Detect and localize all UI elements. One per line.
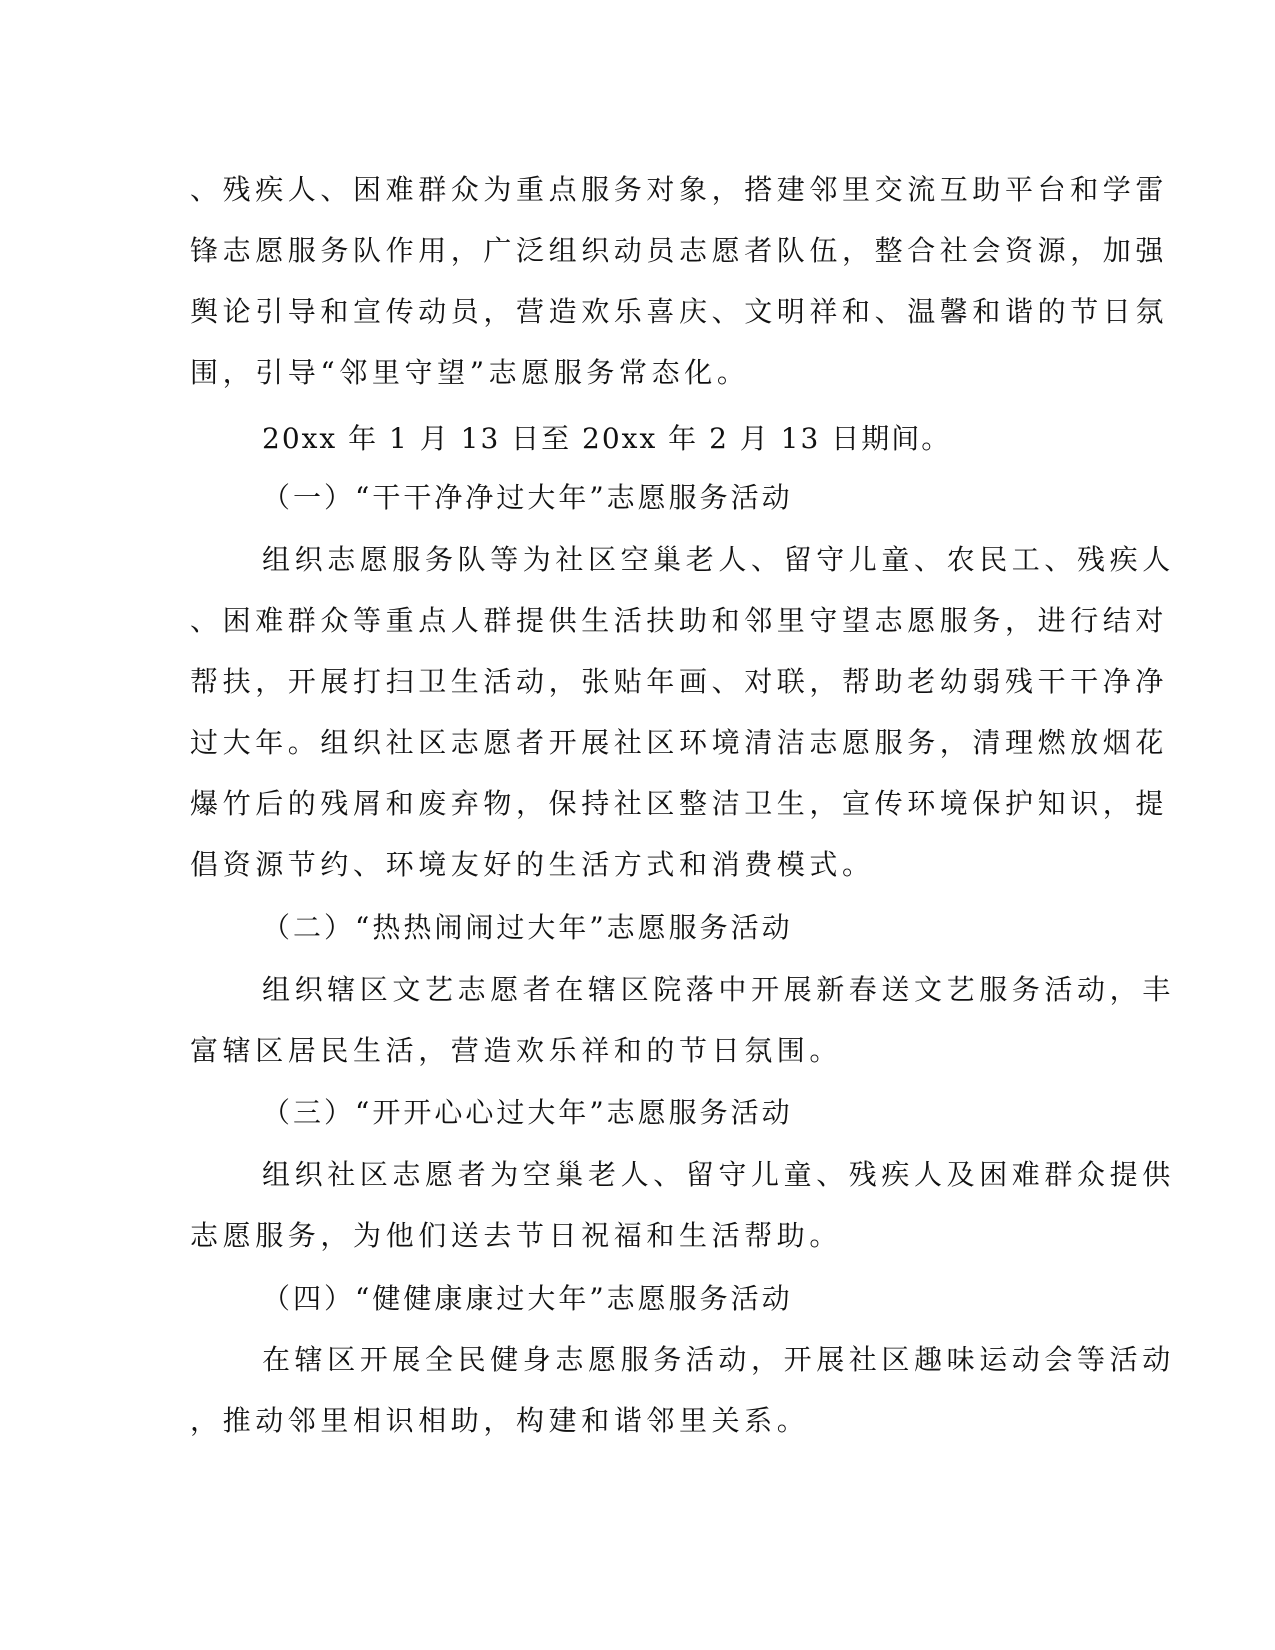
paragraph-line: 过大年。组织社区志愿者开展社区环境清洁志愿服务，清理燃放烟花 — [190, 726, 1169, 759]
section-heading-3: （三）“开开心心过大年”志愿服务活动 — [262, 1096, 793, 1129]
section-heading-4: （四）“健健康康过大年”志愿服务活动 — [262, 1282, 793, 1315]
paragraph-line: 组织辖区文艺志愿者在辖区院落中开展新春送文艺服务活动，丰 — [262, 973, 1175, 1006]
paragraph-line: 帮扶，开展打扫卫生活动，张贴年画、对联，帮助老幼弱残干干净净 — [190, 665, 1169, 698]
paragraph-line: ，推动邻里相识相助，构建和谐邻里关系。 — [190, 1404, 810, 1437]
paragraph-line: 、残疾人、困难群众为重点服务对象，搭建邻里交流互助平台和学雷 — [190, 173, 1169, 206]
paragraph-line: 、困难群众等重点人群提供生活扶助和邻里守望志愿服务，进行结对 — [190, 604, 1169, 637]
paragraph-line: 志愿服务，为他们送去节日祝福和生活帮助。 — [190, 1219, 843, 1252]
paragraph-line: 组织志愿服务队等为社区空巢老人、留守儿童、农民工、残疾人 — [262, 543, 1175, 576]
section-heading-1: （一）“干干净净过大年”志愿服务活动 — [262, 481, 793, 514]
paragraph-line: 在辖区开展全民健身志愿服务活动，开展社区趣味运动会等活动 — [262, 1343, 1175, 1376]
paragraph-line: 舆论引导和宣传动员，营造欢乐喜庆、文明祥和、温馨和谐的节日氛 — [190, 295, 1169, 328]
paragraph-line: 组织社区志愿者为空巢老人、留守儿童、残疾人及困难群众提供 — [262, 1158, 1175, 1191]
paragraph-line: 锋志愿服务队作用，广泛组织动员志愿者队伍，整合社会资源，加强 — [190, 234, 1169, 267]
paragraph-line: 围，引导“邻里守望”志愿服务常态化。 — [190, 356, 750, 389]
paragraph-line: 爆竹后的残屑和废弃物，保持社区整洁卫生，宣传环境保护知识，提 — [190, 787, 1169, 820]
section-heading-2: （二）“热热闹闹过大年”志愿服务活动 — [262, 911, 793, 944]
paragraph-line: 富辖区居民生活，营造欢乐祥和的节日氛围。 — [190, 1034, 843, 1067]
paragraph-line: 倡资源节约、环境友好的生活方式和消费模式。 — [190, 848, 875, 881]
date-range-line: 20xx 年 1 月 13 日至 20xx 年 2 月 13 日期间。 — [262, 422, 952, 455]
